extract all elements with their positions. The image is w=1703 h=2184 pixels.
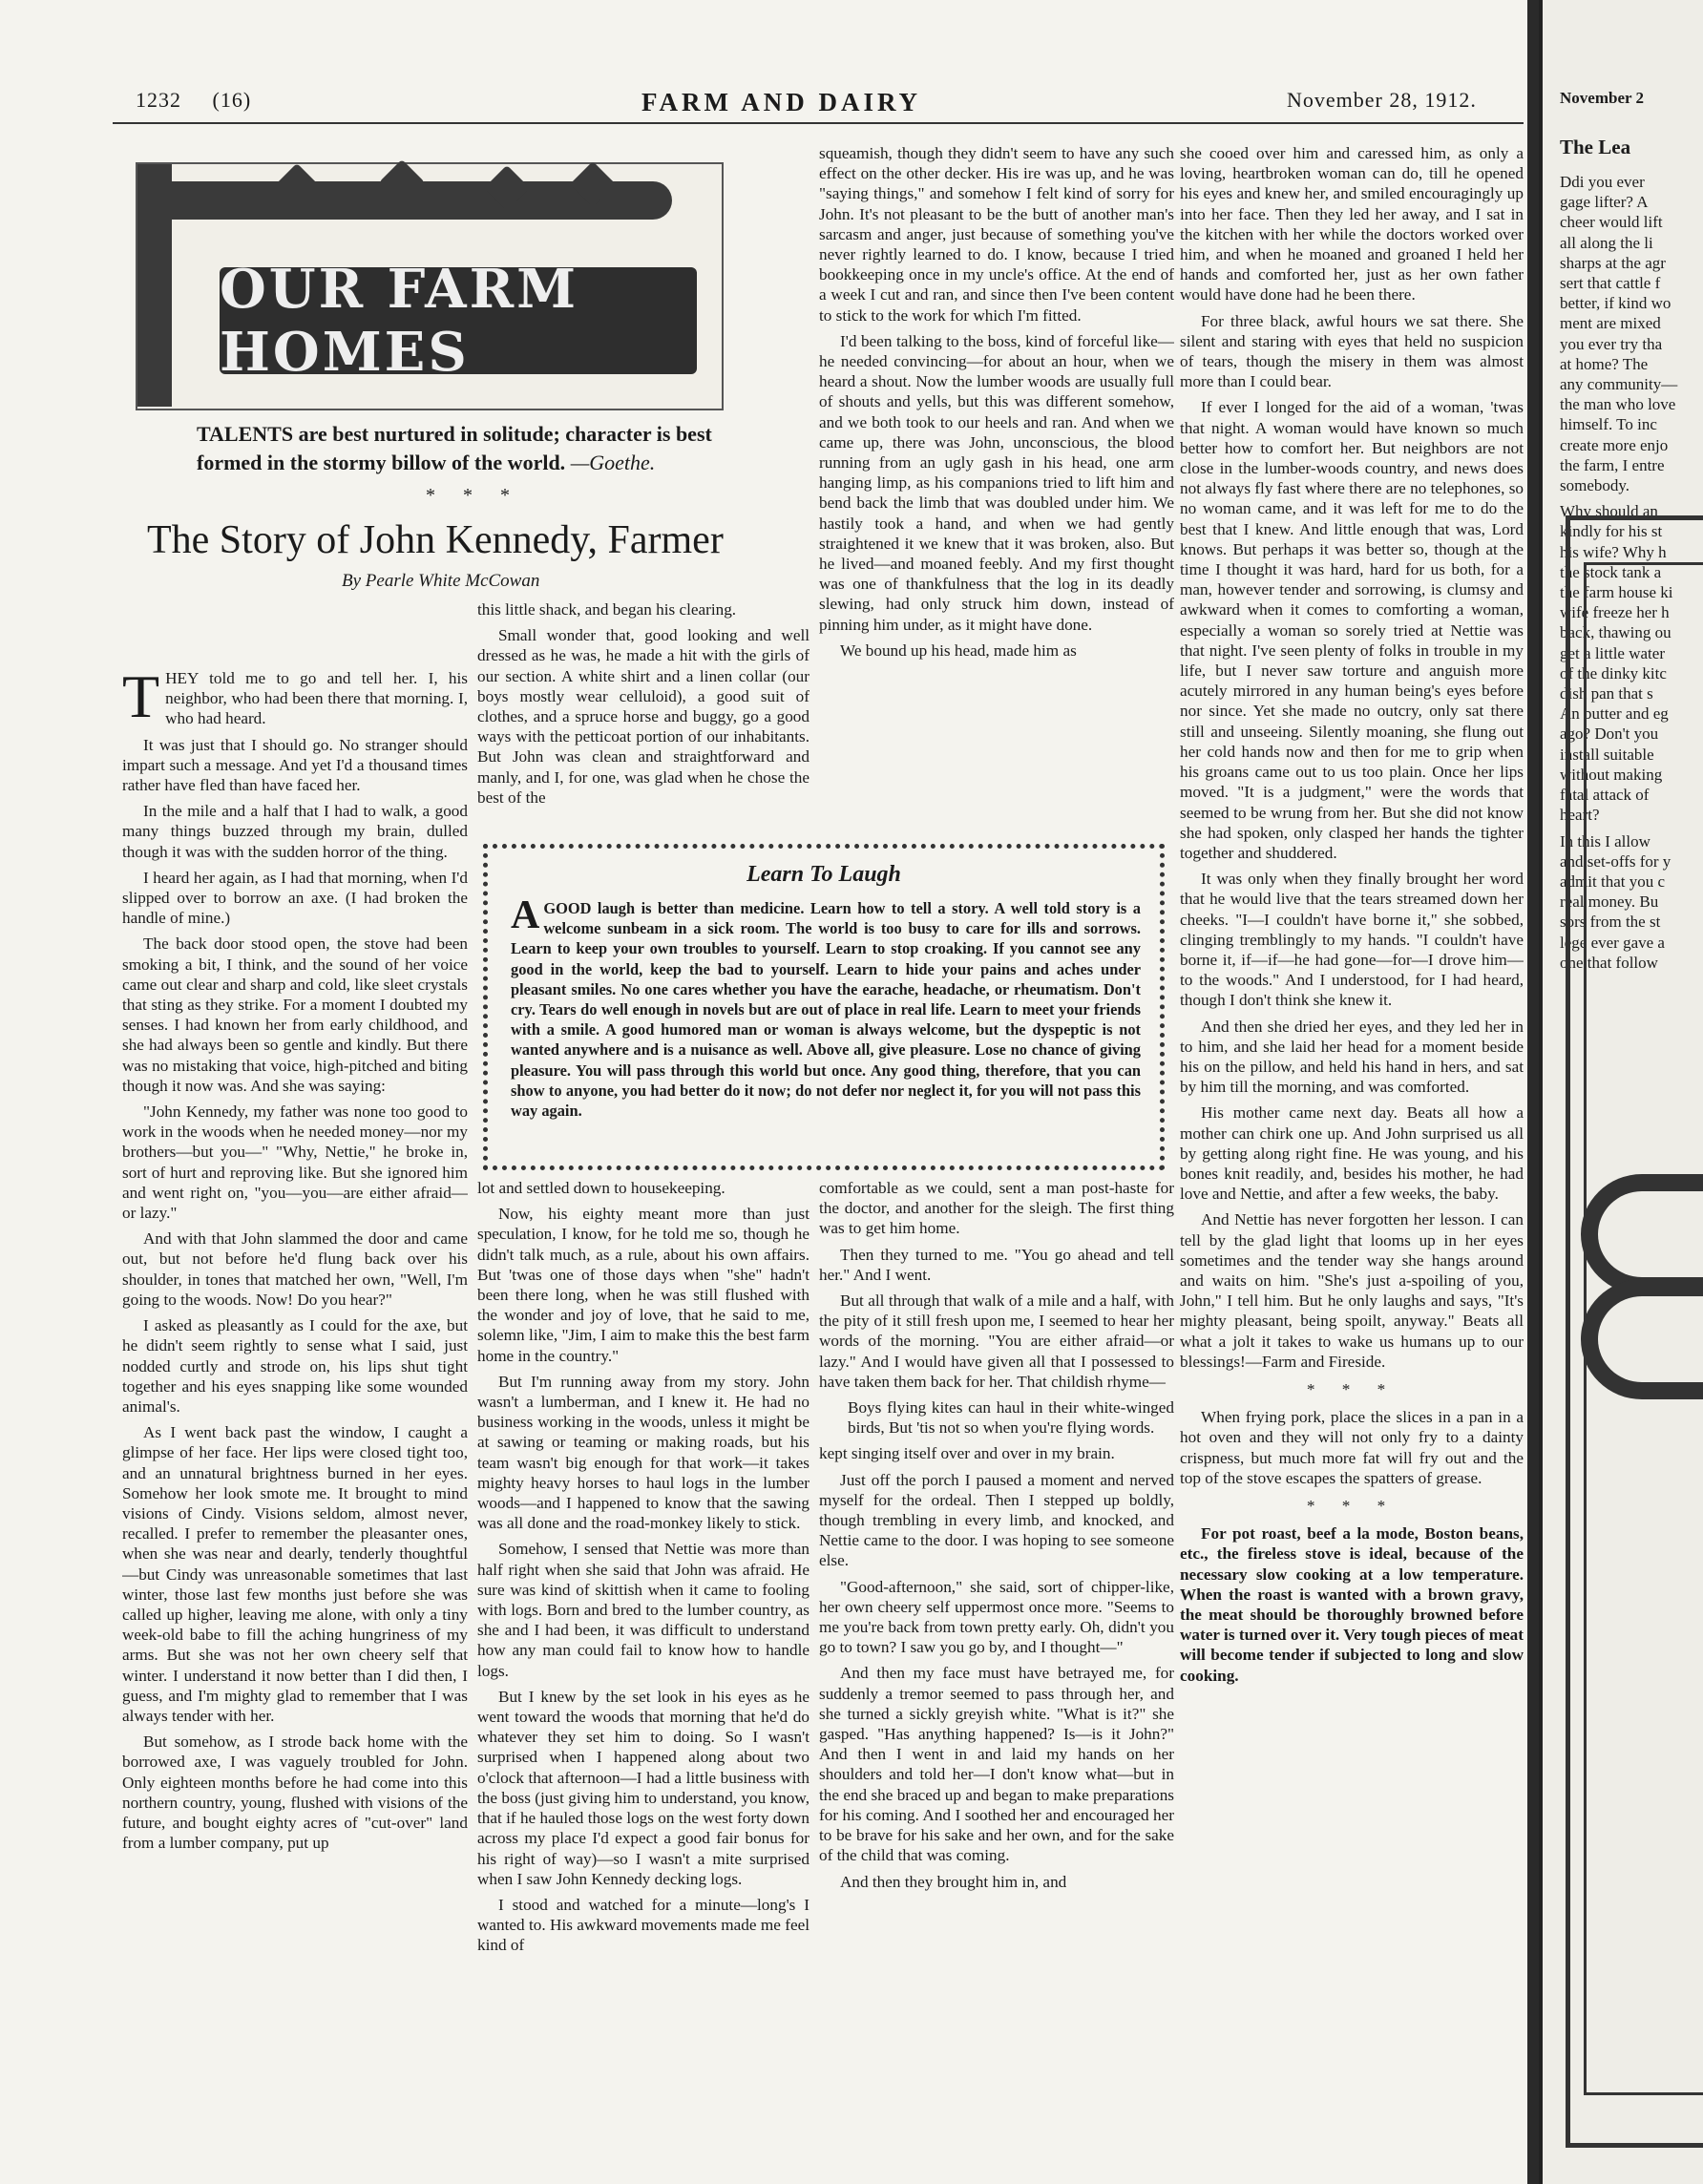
text-line: sors from the st: [1560, 913, 1661, 932]
box-text: [511, 893, 1141, 1121]
text-line: you ever try tha: [1560, 334, 1663, 353]
story-column-2-top: [477, 599, 809, 825]
paragraph: I heard her again, as I had that morning, when I'd slipped over to borrow an axe. (I had broken the handle of mine.): [122, 868, 468, 928]
text-line: the stock tank a: [1560, 562, 1662, 581]
text-line: get a little water: [1560, 643, 1665, 662]
paragraph: In the mile and a half that I had to walk, a good many things buzzed through my brain, dulled though it was with the sudden horror of the thing.: [122, 802, 468, 861]
paragraph: And then my face must have betrayed me, for suddenly a tremor seemed to pass through her, and she turned a sickly greyish white. "What is it?" she gasped. "Has anything happened? Is—is it John?" And then I went in and laid my hands on her shoulders and told her—I don't know what—but in the end she braced up and began to make preparations for his coming. And I soothed her and encouraged her to be brave for his sake and her own, and for the sake of the child that was coming.: [819, 1664, 1174, 1865]
paragraph: It was only when they finally brought her word that he would live that the tears streamed down her cheeks. "I—I couldn't have borne it," she sobbed, clinging tremblingly to my hands. "I couldn't have borne it, if—if—he had gone—for—I drove him—to the woods." And I understood, for I had heard, though I don't think she knew it.: [1180, 870, 1524, 1010]
paragraph: Somehow, I sensed that Nettie was more than half right when she said that John was afraid. He sure was kind of skittish when it came to fooling with logs. Born and bred to the lumber country, as she and I had been, it was difficult to understand how any man could fail to know how to handle logs.: [477, 1540, 809, 1680]
paragraph: I'd been talking to the boss, kind of forceful like—he needed convincing—for about an hour, when we heard a shout. Now the lumber woods are usually full of shouts and yells, but this was different somehow, and we both took to our heels and ran. And when we came up, there was John, unconscious, the blood running from an ugly gash in his head, one arm hanging limp, as his companions tried to lift him and bend back the limb that was doubled under him. We hastily took a hand, and when we had gently straightened it we knew that it was broken, also. But he lived—and moaned feebly. And my first thought was one of thankfulness that the log in its deadly slewing, had only struck him down, instead of pinning him under, as it might have done.: [819, 331, 1174, 634]
page-number: 1232 (16): [136, 88, 252, 112]
next-page-title: The Lea: [1560, 136, 1631, 158]
text-line: dish pan that s: [1560, 684, 1653, 704]
text-line: create more enjo: [1560, 435, 1669, 454]
paragraph: And then she dried her eyes, and they led her in to him, and she laid her head for a moment beside his on the pillow, and held his hand in hers, and sat by him till the morning, and was comforted.: [1180, 1017, 1524, 1097]
text-line: Why should an: [1560, 502, 1658, 521]
paragraph: this little shack, and began his clearing.: [477, 600, 737, 619]
section-separator: * * *: [1306, 1379, 1398, 1398]
paragraph: comfortable as we could, sent a man post-haste for the doctor, and another for the sleigh. The first thing was to get him home.: [819, 1179, 1174, 1238]
text-line: sharps at the agr: [1560, 253, 1666, 272]
epigraph-text: TALENTS are best nurtured in solitude; character is best formed in the stormy billow of the world.: [197, 422, 712, 474]
pork-tip: When frying pork, place the slices in a pan in a hot oven and they will not only fry to a dainty crispness, but much more fat will fry out and the top of the stove escapes the spatters of grease.: [1180, 1408, 1524, 1487]
epigraph-author: —Goethe.: [570, 451, 656, 474]
text-line: In this I allow: [1560, 831, 1650, 850]
text-line: somebody.: [1560, 476, 1630, 495]
text-line: gage lifter? A: [1560, 193, 1649, 212]
box-body: GOOD laugh is better than medicine. Learn how to tell a story. A well told story is a welcome sunbeam in a sick room. The world is too busy to care for ills and sorrows. Learn to keep your own troubles to yourself. Learn to stop croaking. If you cannot see any good in the world, keep the bad to yourself. Learn to hide your pains and aches under pleasant smiles. No one cares whether you have the earache, headache, or rheumatism. Don't cry. Tears do well enough in novels but are out of place in real life. Learn to meet your friends with a smile. A good humored man or woman is always welcome, but the dyspeptic is not wanted anywhere and is a nuisance as well. Above all, give pleasure. Lose no chance of giving pleasure. You will pass through this world but once. Any good thing, therefore, that you can show to anyone, you had better do it now; do not defer nor neglect it, for you will not pass this way again.: [511, 899, 1141, 1121]
text-line: ago? Don't you: [1560, 724, 1659, 744]
rhyme: Boys flying kites can haul in their white-winged birds, But 'tis not so when you're flying words.: [848, 1398, 1174, 1438]
text-line: himself. To inc: [1560, 415, 1657, 434]
paragraph: HEY told me to go and tell her. I, his neighbor, who had been there that morning. I, who had heard.: [165, 669, 468, 728]
paragraph: And with that John slammed the door and came out, but not before he'd flung back over his shoulder, in tones that matched her own, "Well, I'm going to the woods. Now! Do you hear?": [122, 1229, 468, 1309]
text-line: lege ever gave a: [1560, 933, 1665, 952]
story-column-1: [122, 668, 468, 2167]
text-line: one that follow: [1560, 953, 1658, 972]
paragraph: But all through that walk of a mile and a half, with the pity of it still fresh upon me, I seemed to hear her words of the morning. "You are either afraid—or lazy." And I would have given all that I possessed to have taken them back for her. That childish rhyme—: [819, 1292, 1174, 1391]
text-line: admit that you c: [1560, 872, 1666, 891]
text-line: all along the li: [1560, 233, 1653, 252]
paragraph: It was just that I should go. No stranger should impart such a message. And yet I'd a thousand times rather have fled than have faced her.: [122, 735, 468, 795]
story-title: The Story of John Kennedy, Farmer: [147, 518, 724, 562]
paragraph: squeamish, though they didn't seem to have any such effect on the other decker. His ire was up, and he was "saying things," and somehow I felt kind of sorry for John. It's not pleasant to be the butt of another man's sarcasm and anger, just because of something you've never rightly learned to do. I know, because I tried bookkeeping once in my uncle's office. At the end of a week I cut and ran, and since then I've been content to stick to the work for which I'm fitted.: [819, 144, 1174, 325]
paragraph: kept singing itself over and over in my brain.: [819, 1444, 1115, 1463]
text-line: An butter and eg: [1560, 704, 1669, 724]
text-line: better, if kind wo: [1560, 294, 1671, 313]
sign-text: OUR FARM HOMES: [220, 258, 579, 384]
text-line: of the dinky kitc: [1560, 663, 1667, 682]
paragraph: But somehow, as I strode back home with the borrowed axe, I was vaguely troubled for John. Only eighteen months before he had come into this northern country, young, flushed with visions of the future, and bought eighty acres of "cut-over" land from a lumber company, put up: [122, 1732, 468, 1853]
ornamental-letter: [1581, 1279, 1703, 1399]
learn-to-laugh-box: [483, 844, 1165, 1170]
ornamental-letter: [1581, 1174, 1703, 1294]
story-column-3-top: [819, 143, 1174, 826]
paragraph: If ever I longed for the aid of a woman, 'twas that night. A woman would have known so much better how to comfort her. But neighbors are not close in the lumber-woods country, and news does not always fly fast where there are no telephones, so no woman came, and it was left for me to do the best that I knew. And little enough that was, Lord knows. But perhaps it was better so, though at the time I thought it was hard, hard for us both, for a man, however tender and sorrowing, is clumsy and awkward when it comes to comforting a woman, especially a woman so sorely tried at Nettie was that night. I've seen plenty of folks in trouble in my life, but I never saw torture and anguish more acutely mirrored in any human being's eyes before nor since. Yet she made no outcry, only sat there still and unseeing. Silently moaning, she flung out her cold hands now and then for me to grip when his groans came out to us too plain. Once her lips moved. "It is a judgment," were the words that seemed to be wrung from her. But she did not know she had spoken, only clasped her hands the tighter together and shuddered.: [1180, 398, 1524, 862]
story-column-3-bottom: [819, 1178, 1174, 2167]
paragraph: For three black, awful hours we sat there. She silent and staring with eyes that held no suspicion of tears, though the misery in them was almost more than I could bear.: [1180, 311, 1524, 391]
box-title: Learn To Laugh: [746, 862, 901, 887]
paragraph: As I went back past the window, I caught a glimpse of her face. Her lips were closed tight too, and an unnatural brightness burned in her eyes. Somehow her look smote me. It brought to mind visions of Cindy. Visions seldom, almost never, recalled. I prefer to remember the pleasanter ones, when she was near and dearly, tenderly thoughtful—but Cindy was unreasonable sometimes that last winter, those last few months just before she was called up higher, leaving me alone, with only a tiny week-old babe to fill the aching hungriness of my arms. But she was not her own cheery self that winter. I understand it now better than I did then, I guess, and I'm mighty glad to remember that I was always tender with her.: [122, 1423, 468, 1725]
paragraph: she cooed over him and caressed him, as only a loving, heartbroken woman can do, till he opened his eyes and knew her, and smiled encouragingly up into her face. Then they led her away, and I sat in the kitchen with her while the doctors worked over him, and when he moaned and groaned I held her hands and comforted her, just as her own father would have done had he been there.: [1180, 144, 1524, 304]
story-column-4: [1180, 143, 1524, 2167]
paragraph: "John Kennedy, my father was none too good to work in the woods when he needed money—nor my brothers—but you—" "Why, Nettie," he broke in, sort of hurt and reproving like. But she ignored him and went right on, "you—you—are either afraid—or lazy.": [122, 1102, 468, 1223]
text-line: wife freeze her h: [1560, 603, 1670, 622]
text-line: the man who love: [1560, 395, 1676, 414]
paragraph: Just off the porch I paused a moment and nerved myself for the ordeal. Then I stepped up boldly, though trembling in every limb, and knocked, and Nettie came to the door. I was hoping to see someone else.: [819, 1470, 1174, 1570]
paper-name: FARM AND DAIRY: [641, 88, 922, 116]
text-line: the farm, I entre: [1560, 455, 1665, 474]
header-rule: [113, 122, 1524, 124]
paragraph: I stood and watched for a minute—long's I wanted to. His awkward movements made me feel kind of: [477, 1895, 809, 1955]
text-line: fatal attack of: [1560, 786, 1650, 805]
paragraph: Now, his eighty meant more than just speculation, I know, for he told me so, though he didn't talk much, as a rule, about his own affairs. But 'twas one of those days when "she" hadn't been there long, when he was still flushed with the wonder and joy of love, that he said to me, solemn like, "Jim, I aim to make this the best farm home in the country.": [477, 1205, 809, 1365]
text-line: Ddi you ever: [1560, 173, 1645, 191]
section-separator: * * *: [1306, 1497, 1398, 1515]
text-line: any community—: [1560, 375, 1678, 394]
epigraph: [197, 420, 731, 477]
paragraph: We bound up his head, made him as: [840, 640, 1077, 660]
story-byline: By Pearle White McCowan: [342, 571, 540, 591]
drop-cap: T: [122, 668, 160, 730]
box-drop-cap: A: [511, 893, 540, 937]
issue-date: November 28, 1912.: [1287, 88, 1477, 112]
text-line: cheer would lift: [1560, 213, 1663, 232]
text-line: install suitable: [1560, 745, 1654, 764]
paragraph: "Good-afternoon," she said, sort of chipper-like, her own cheery self uppermost once more. "Seems to me you're back from town pretty early. Oh, didn't you go to town? I saw you go by, and I thought—": [819, 1577, 1174, 1657]
text-line: back, thawing ou: [1560, 623, 1671, 642]
text-line: at home? The: [1560, 354, 1649, 373]
paragraph: lot and settled down to housekeeping.: [477, 1179, 725, 1197]
section-number: (16): [212, 88, 252, 112]
next-page-edge: [1539, 0, 1703, 2184]
paragraph: But I knew by the set look in his eyes as he went toward the woods that morning that he'd do whatever they set him to doing. So I wasn't surprised when I happened along about two o'clock that afternoon—I had a little business with the boss (just giving him to understand, you know, that if he hauled those logs on the west forty down across my place I'd expect a good fair bonus for his right of way)—so I wasn't a mite surprised when I saw John Kennedy decking logs.: [477, 1687, 809, 1888]
paragraph: But I'm running away from my story. John wasn't a lumberman, and I knew it. He had no business working in the woods, unless it might be at sawing or teaming or making roads, but his team wasn't big enough for that work—it takes mighty heavy horses to haul logs in the lumber woods—and I happened to know that the sawing was all done and the road-monkey likely to stick.: [477, 1372, 809, 1533]
hanging-sign: [220, 258, 697, 384]
our-farm-homes-banner: [136, 162, 724, 410]
next-page-header: November 2: [1560, 89, 1644, 107]
text-line: kindly for his st: [1560, 522, 1663, 541]
text-line: heart?: [1560, 806, 1600, 825]
text-line: without making: [1560, 765, 1663, 784]
text-line: ment are mixed: [1560, 314, 1661, 333]
roast-tip: For pot roast, beef a la mode, Boston beans, etc., the fireless stove is ideal, because of the necessary slow cooking at a low temperature. When the roast is wanted with a brown gravy, the meat should be thoroughly browned before water is turned over it. Very tough pieces of meat will become tender if subjected to long and slow cooking.: [1180, 1524, 1524, 1685]
section-separator: * * *: [426, 485, 521, 506]
paragraph: And then they brought him in, and: [840, 1872, 1067, 1891]
text-line: the farm house ki: [1560, 583, 1673, 602]
text-line: and set-offs for y: [1560, 851, 1671, 871]
text-line: his wife? Why h: [1560, 542, 1667, 561]
paragraph: His mother came next day. Beats all how a mother can chirk one up. And John surprised us all by getting along right fine. He was young, and his bones knit readily, and, besides his mother, he had love and Nettie, and after a few weeks, the baby.: [1180, 1103, 1524, 1204]
paragraph: Then they turned to me. "You go ahead and tell her." And I went.: [819, 1245, 1174, 1284]
text-line: real money. Bu: [1560, 892, 1659, 912]
paragraph: I asked as pleasantly as I could for the axe, but he didn't seem rightly to sense what I said, just nodded curtly and strode on, his lips shut tight together and his eyes snapping like some wounded animal's.: [122, 1316, 468, 1416]
paragraph: And Nettie has never forgotten her lesson. I can tell by the glad light that looms up in her eyes sometimes and the tender way she hangs around and waits on him. "She's just a-spoiling of you, John," I tell him. But he only laughs and says, "It's mighty pleasant, being spoilt, anyway." Beats all what a jolt it takes to wake us humans up to our blessings!—Farm and Fireside.: [1180, 1210, 1524, 1371]
text-line: sert that cattle f: [1560, 274, 1661, 293]
story-column-2-bottom: [477, 1178, 809, 2167]
paragraph: The back door stood open, the stove had been smoking a bit, I think, and the sound of her voice came out clear and sharp and cold, like sleet crystals that sting as they strike. For a moment I doubted my senses. I had known her from early childhood, and she had always been so gentle and kindly. But there was no mistaking that voice, high-pitched and biting though it now was. And she was saying:: [122, 934, 468, 1095]
paragraph: Small wonder that, good looking and well dressed as he was, he made a hit with the girls of our section. A white shirt and a linen collar (our boys mostly wear celluloid), a good suit of clothes, and a spruce horse and buggy, go a good ways with the petticoat portion of our inhabitants. But John was clean and straightforward and manly, and I, for one, was glad when he chose the best of the: [477, 626, 809, 807]
